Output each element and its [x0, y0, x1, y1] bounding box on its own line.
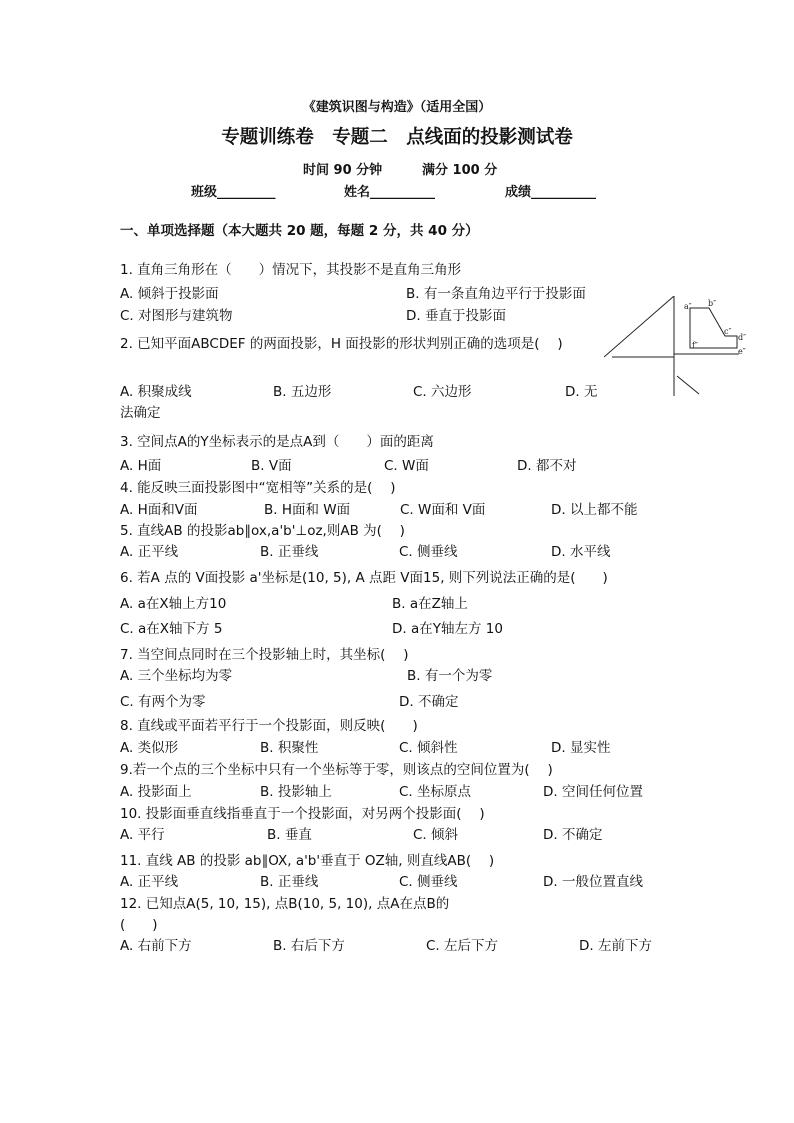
question-9-stem: 9.若一个点的三个坐标中只有一个坐标等于零，则该点的空间位置为( )	[120, 762, 553, 778]
question-10-option-a: A. 平行	[120, 827, 165, 843]
question-4-option-d: D. 以上都不能	[551, 502, 638, 518]
diagonal-bottom-line	[677, 376, 699, 394]
label-b: b″	[708, 299, 717, 308]
question-3-option-d: D. 都不对	[517, 458, 577, 474]
question-5-stem: 5. 直线AB 的投影ab∥ox,a'b'⊥oz,则AB 为( )	[120, 523, 405, 539]
question-9-option-c: C. 坐标原点	[399, 784, 472, 800]
question-7-option-c: C. 有两个为零	[120, 694, 206, 710]
projection-figure	[604, 296, 754, 396]
question-1-option-c: C. 对图形与建筑物	[120, 308, 233, 324]
question-2-option-c: C. 六边形	[413, 384, 472, 400]
question-3-option-c: C. W面	[384, 458, 429, 474]
question-12-answer-blank: ( )	[120, 917, 158, 933]
question-1-option-d: D. 垂直于投影面	[406, 308, 506, 324]
question-1-stem: 1. 直角三角形在（ ）情况下，其投影不是直角三角形	[120, 262, 462, 278]
question-8-option-d: D. 显实性	[551, 740, 611, 756]
question-4-option-a: A. H面和V面	[120, 502, 198, 518]
question-2-option-b: B. 五边形	[273, 384, 332, 400]
question-4-stem: 4. 能反映三面投影图中“宽相等”关系的是( )	[120, 480, 396, 496]
class-field-label: 班级_________	[191, 185, 276, 200]
question-10-option-d: D. 不确定	[543, 827, 603, 843]
question-6-option-b: B. a在Z轴上	[392, 596, 468, 612]
page-title: 专题训练卷 专题二 点线面的投影测试卷	[221, 127, 573, 148]
question-12-stem: 12. 已知点A(5, 10, 15), 点B(10, 5, 10), 点A在点B的	[120, 896, 450, 912]
question-5-option-a: A. 正平线	[120, 544, 179, 560]
question-2-option-a: A. 积聚成线	[120, 384, 192, 400]
label-e: e″	[738, 347, 746, 356]
question-10-option-b: B. 垂直	[267, 827, 312, 843]
question-1-option-a: A. 倾斜于投影面	[120, 286, 219, 302]
question-7-option-d: D. 不确定	[399, 694, 459, 710]
question-5-option-b: B. 正垂线	[260, 544, 319, 560]
exam-time: 时间 90 分钟	[303, 163, 383, 178]
question-11-stem: 11. 直线 AB 的投影 ab∥OX, a'b'垂直于 OZ轴, 则直线AB( )	[120, 853, 495, 869]
question-11-option-a: A. 正平线	[120, 874, 179, 890]
question-8-option-b: B. 积聚性	[260, 740, 319, 756]
question-8-option-a: A. 类似形	[120, 740, 179, 756]
label-f: f″	[692, 341, 698, 350]
question-5-option-d: D. 水平线	[551, 544, 611, 560]
question-12-option-b: B. 右后下方	[273, 938, 345, 954]
question-10-option-c: C. 倾斜	[413, 827, 459, 843]
question-7-stem: 7. 当空间点同时在三个投影轴上时，其坐标( )	[120, 647, 409, 663]
question-11-option-b: B. 正垂线	[260, 874, 319, 890]
question-2-stem: 2. 已知平面ABCDEF 的两面投影，H 面投影的形状判别正确的选项是( )	[120, 336, 563, 352]
question-5-option-c: C. 侧垂线	[399, 544, 458, 560]
question-6-stem: 6. 若A 点的 V面投影 a'坐标是(10, 5), A 点距 V面15, 则下列说法正确的是( )	[120, 570, 608, 586]
question-3-option-a: A. H面	[120, 458, 162, 474]
label-a: a″	[684, 302, 692, 311]
label-c: c″	[724, 327, 732, 336]
question-6-option-c: C. a在X轴下方 5	[120, 621, 223, 637]
question-3-option-b: B. V面	[251, 458, 292, 474]
question-7-option-b: B. 有一个为零	[407, 668, 493, 684]
question-12-option-a: A. 右前下方	[120, 938, 192, 954]
question-9-option-b: B. 投影轴上	[260, 784, 332, 800]
question-11-option-d: D. 一般位置直线	[543, 874, 643, 890]
question-12-option-c: C. 左后下方	[426, 938, 499, 954]
question-4-option-b: B. H面和 W面	[264, 502, 351, 518]
exam-full-score: 满分 100 分	[422, 163, 498, 178]
name-field-label: 姓名__________	[344, 185, 436, 200]
question-9-option-a: A. 投影面上	[120, 784, 192, 800]
question-11-option-c: C. 侧垂线	[399, 874, 458, 890]
question-8-option-c: C. 倾斜性	[399, 740, 458, 756]
question-7-option-a: A. 三个坐标均为零	[120, 668, 233, 684]
question-4-option-c: C. W面和 V面	[400, 502, 486, 518]
question-10-stem: 10. 投影面垂直线指垂直于一个投影面，对另两个投影面( )	[120, 806, 485, 822]
course-subtitle: 《建筑识图与构造》（适用全国）	[302, 100, 492, 115]
section-heading: 一、单项选择题（本大题共 20 题，每题 2 分，共 40 分）	[120, 223, 479, 239]
question-2-option-d-wrap: 法确定	[120, 405, 161, 421]
question-9-option-d: D. 空间任何位置	[543, 784, 643, 800]
question-3-stem: 3. 空间点A的Y坐标表示的是点A到（ ）面的距离	[120, 434, 434, 450]
question-6-option-d: D. a在Y轴左方 10	[392, 621, 503, 637]
question-12-option-d: D. 左前下方	[579, 938, 652, 954]
question-6-option-a: A. a在X轴上方10	[120, 596, 227, 612]
grade-field-label: 成绩__________	[505, 185, 597, 200]
label-d: d″	[738, 333, 747, 342]
question-1-option-b: B. 有一条直角边平行于投影面	[406, 286, 586, 302]
question-8-stem: 8. 直线或平面若平行于一个投影面，则反映( )	[120, 718, 418, 734]
question-2-option-d: D. 无	[565, 384, 598, 400]
diagonal-projection-line	[604, 296, 674, 357]
